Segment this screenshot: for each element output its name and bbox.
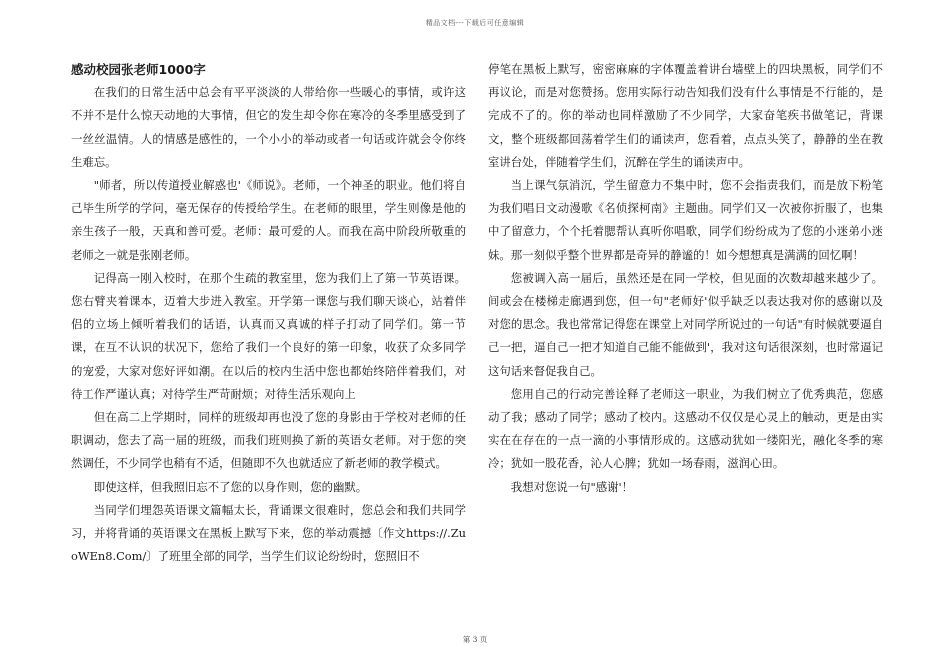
paragraph: 您被调入高一届后，虽然还是在同一学校，但见面的次数却越来越少了。间或会在楼梯走廊遇到您，但一句"老师好'似乎缺乏以表达我对你的感谢以及对您的思念。我也常常记得您在课堂上对同学所说过的一句话"有时候就要逼自己一把，逼自己一把才知道自己能不能做到'，我对这句话很深刻，也时常逼记这句话来督促我自己。 [488, 270, 883, 378]
paragraph: 记得高一刚入校时，在那个生疏的教室里，您为我们上了第一节英语课。您右臂夹着课本，迈着大步进入教室。开学第一课您与我们聊天谈心，站着伴侣的立场上倾听着我们的话语，认真而又真诚的样子打动了同学们。第一节课，在互不认识的状况下，您给了我们一个良好的第一印象，收获了众多同学的宠爱，大家对您好评如潮。在以后的校内生活中您也都始终陪伴着我们，对待工作严谨认真；对待学生严苛耐烦；对待生活乐观向上 [71, 270, 466, 401]
paragraph: 即使这样，但我照旧忘不了您的以身作则，您的幽默。 [93, 479, 368, 494]
paragraph: 当同学们埋怨英语课文篇幅太长，背诵课文很难时，您总会和我们共同学习，并将背诵的英语课文在黑板上默写下来，您的举动震撼〔作文https://.ZuoWEn8.Com/〕了班里全部的同学，当学生们议论纷纷时，您照旧不 [71, 502, 466, 564]
paragraph: 但在高二上学期时，同样的班级却再也没了您的身影由于学校对老师的任职调动，您去了高一届的班级，而我们班则换了新的英语女老师。对于您的突然调任，不少同学也稍有不适，但随即不久也就适应了新老师的教学模式。 [71, 410, 466, 471]
paragraph: 您用自己的行动完善诠释了老师这一职业，为我们树立了优秀典范，您感动了我；感动了同学；感动了校内。这感动不仅仅是心灵上的触动，更是由实实在在存在的一点一滴的小事情形成的。这感动犹如一缕阳光，融化冬季的寒冷；犹如一股花香，沁人心脾；犹如一场春雨，滋润心田。 [488, 386, 883, 471]
page-number: 第 3 页 [462, 635, 488, 644]
paragraph-continued: 停笔在黑板上默写，密密麻麻的字体覆盖着讲台墙壁上的四块黑板，同学们不再议论，而是对您赞扬。您用实际行动告知我们没有什么事情是不行能的，是完成不了的。你的举动也同样激励了不少同学，大家奋笔疾书做笔记，背课文，整个班级都回荡着学生们的诵读声，您看着，点点头笑了，静静的坐在教室讲台处，伴随着学生们，沉醉在学生的诵读声中。 [488, 62, 883, 169]
article-title: 感动校园张老师1000字 [71, 62, 206, 77]
paragraph: 在我们的日常生活中总会有平平淡淡的人带给你一些暖心的事情，或许这不并不是什么惊天动地的大事情，但它的发生却令你在寒冷的冬季里感受到了一丝丝温情。人的情感是感性的，一个小小的举动或者一句话或许就会令你终生难忘。 [71, 85, 466, 169]
paragraph: 我想对您说一句"感谢'！ [510, 479, 634, 494]
header-note: 精品文档---下载后可任意编辑 [425, 19, 525, 27]
right-column [488, 58, 883, 499]
paragraph: "师者，所以传道授业解惑也'《师说》。老师，一个神圣的职业。他们将自己毕生所学的学问，毫无保存的传授给学生。在老师的眼里，学生则像是他的亲生孩子一般，天真和善可爱。老师：最可爱的人。而我在高中阶段所敬重的老师之一就是张刚老师。 [71, 178, 466, 262]
paragraph: 当上课气氛消沉，学生留意力不集中时，您不会指责我们，而是放下粉笔为我们唱日文动漫歌《名侦探柯南》主题曲。同学们又一次被你折服了，也集中了留意力，个个托着腮帮认真听你唱歌，同学们纷纷成为了您的小迷弟小迷妹。那一刻似乎整个世界都是奇异的静谧的！如今想想真是满满的回忆啊！ [488, 178, 883, 262]
left-column [71, 58, 466, 568]
